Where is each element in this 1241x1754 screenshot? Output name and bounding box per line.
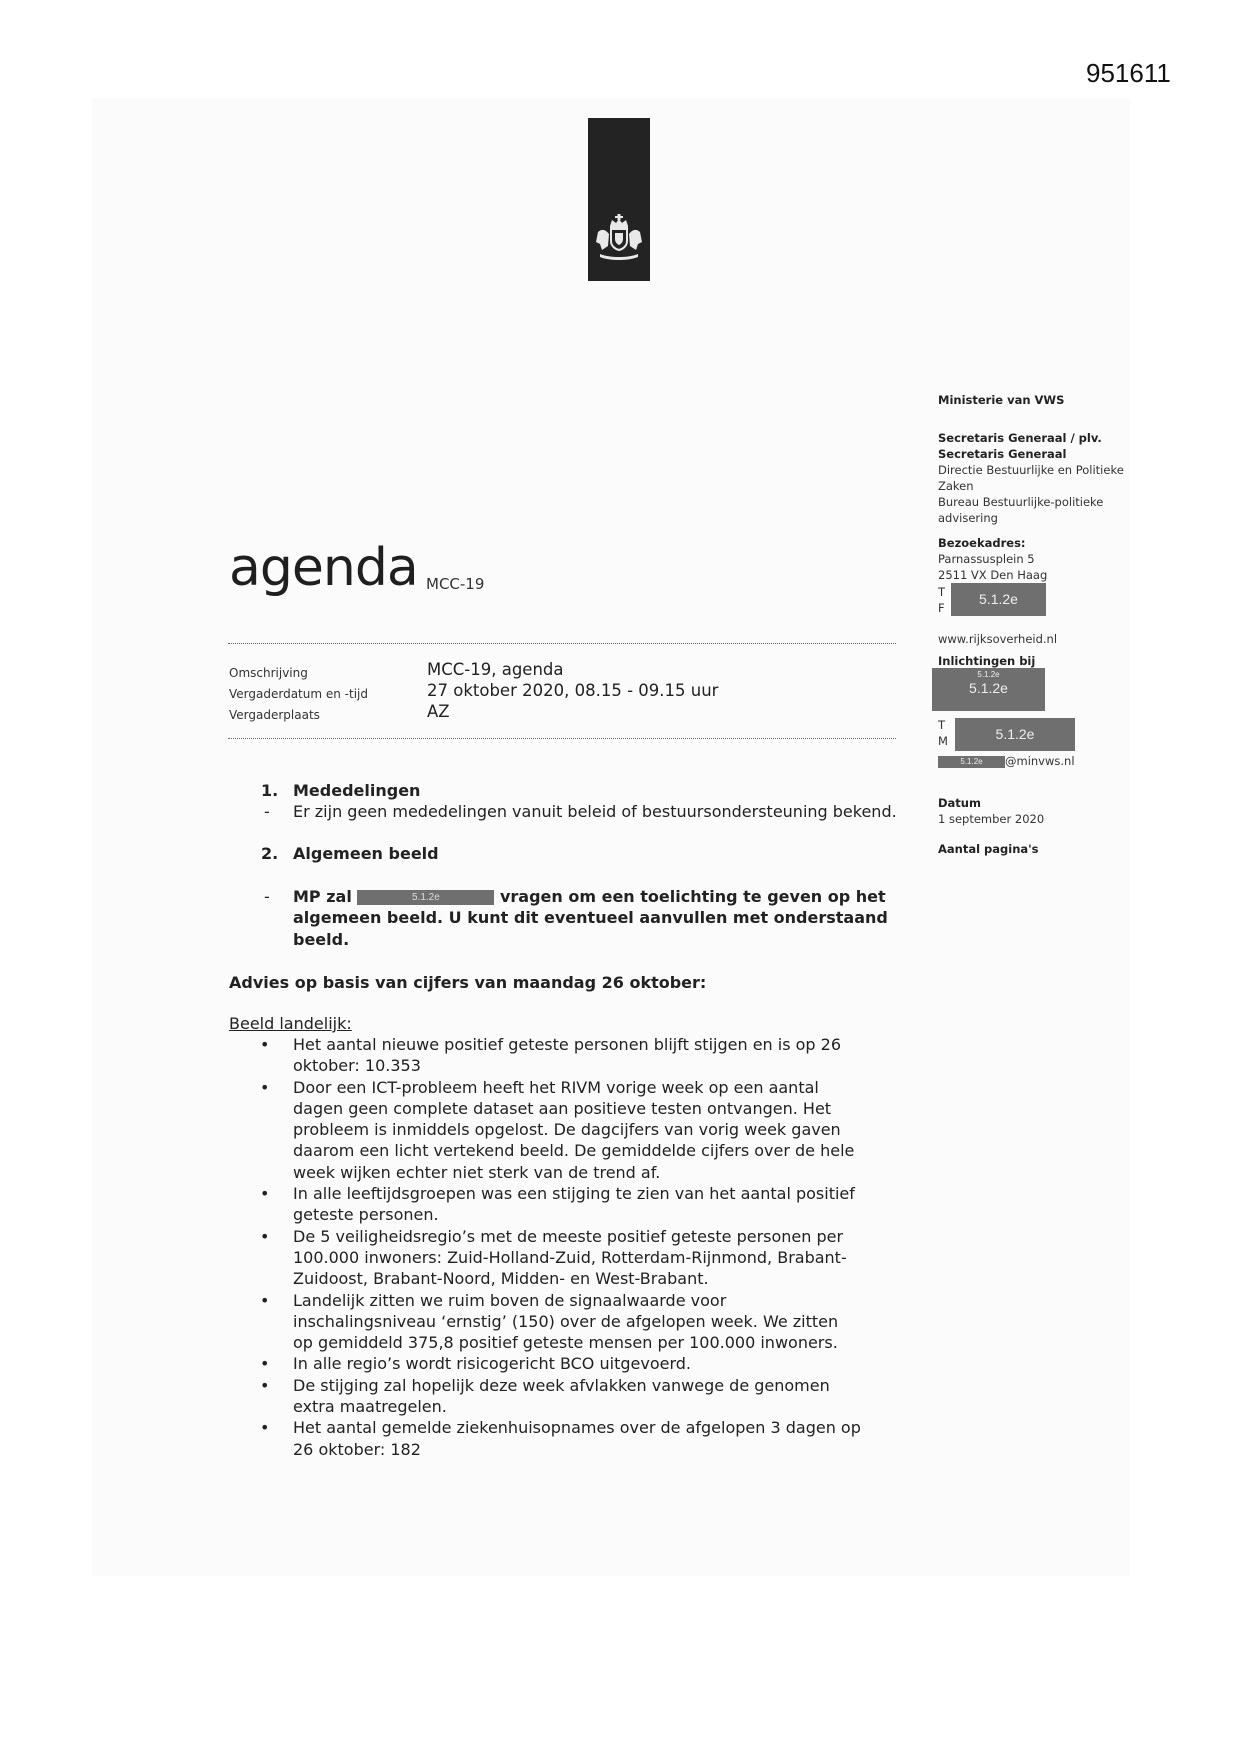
bureau-line-1: Bureau Bestuurlijke-politieke: [938, 495, 1104, 509]
email-domain: @minvws.nl: [1005, 754, 1075, 768]
redaction-label-small: 5.1.2e: [977, 670, 1000, 679]
bullet-item: • Het aantal gemelde ziekenhuisopnames over de afgelopen 3 dagen op 26 oktober: 182: [229, 1417, 863, 1460]
divider: [228, 643, 896, 644]
visit-address-label: Bezoekadres:: [938, 536, 1026, 550]
agenda-item-text: [293, 886, 923, 950]
page-subtitle: MCC-19: [426, 575, 485, 593]
document-number: 951611: [1086, 58, 1171, 88]
dash-marker: -: [264, 887, 270, 906]
redaction-box: 5.1.2e: [951, 583, 1046, 616]
royal-coat-of-arms-icon: [594, 214, 644, 262]
postcode-city: 2511 VX Den Haag: [938, 568, 1048, 582]
dash-marker: -: [264, 802, 270, 821]
rijksoverheid-logo: [588, 118, 650, 281]
agenda-item-text: Er zijn geen mededelingen vanuit beleid of bestuursondersteuning bekend.: [293, 802, 897, 821]
pages-label: Aantal pagina's: [938, 842, 1039, 856]
meta-label-datetime: Vergaderdatum en -tijd: [229, 687, 368, 701]
meta-label-description: Omschrijving: [229, 666, 308, 680]
department-block: [938, 430, 1138, 526]
fax-label: F: [938, 601, 945, 615]
meta-label-location: Vergaderplaats: [229, 708, 320, 722]
redaction-box: 5.1.2e: [357, 890, 494, 905]
divider: [228, 738, 896, 739]
bureau-line-2: advisering: [938, 511, 998, 525]
text-segment: vragen om een toelichting te geven op het: [499, 887, 886, 906]
bullet-item: • Het aantal nieuwe positief geteste personen blijft stijgen en is op 26 oktober: 10.353: [229, 1034, 863, 1077]
date-value: 1 september 2020: [938, 812, 1045, 826]
directorate-line-2: Zaken: [938, 479, 974, 493]
agenda-item-title: Mededelingen: [293, 781, 421, 800]
ministry-name: Ministerie van VWS: [938, 393, 1065, 407]
meta-value-location: AZ: [427, 702, 450, 721]
agenda-item-title: Algemeen beeld: [293, 844, 439, 863]
tm-redaction-wrap: [955, 718, 1075, 751]
date-label: Datum: [938, 796, 981, 810]
redaction-label: 5.1.2e: [969, 680, 1008, 696]
bullet-item: • De 5 veiligheidsregio’s met de meeste positief geteste personen per 100.000 inwoners: Zuid-Holland-Zuid, Rotterdam-Rijnmond, Brabant-Zuidoost, Brabant-Noord, Midden- en West-Brabant.: [229, 1226, 863, 1290]
advice-subheading: Beeld landelijk:: [229, 1014, 352, 1033]
bullet-item: • Landelijk zitten we ruim boven de signaalwaarde voor inschalingsniveau ‘ernstig’ (150) over de afgelopen week. We zitten op gemiddeld 375,8 positief geteste mensen per 100.000 inwoners.: [229, 1290, 863, 1354]
redaction-box: 5.1.2e: [938, 756, 1005, 768]
bullet-item: • Door een ICT-probleem heeft het RIVM vorige week op een aantal dagen geen complete dataset aan positieve testen ontvangen. Het probleem is inmiddels opgelost. De dagcijfers van vorig week gaven daarom een licht vertekend beeld. De gemiddelde cijfers over de hele week wijken echter niet sterk van de trend af.: [229, 1077, 863, 1183]
page-title: agenda: [229, 538, 418, 598]
agenda-item-number: 1.: [261, 781, 279, 800]
text-segment: algemeen beeld. U kunt dit eventueel aanvullen met onderstaand: [293, 908, 888, 928]
phone-redaction-wrap: [951, 583, 1046, 616]
sender-block: [938, 392, 1138, 408]
email-wrap: [938, 753, 1158, 769]
bullet-item: • In alle leeftijdsgroepen was een stijging te zien van het aantal positief geteste personen.: [229, 1183, 863, 1226]
advice-bullet-list: [229, 1034, 863, 1460]
text-segment: beeld.: [293, 929, 350, 949]
phone-label: T: [938, 718, 946, 732]
date-block: [938, 795, 1138, 827]
bullet-item: • In alle regio’s wordt risicogericht BCO uitgevoerd.: [229, 1353, 863, 1374]
street: Parnassusplein 5: [938, 552, 1035, 566]
phone-label: T: [938, 585, 946, 599]
text-segment: MP zal: [293, 887, 352, 906]
contact-label: Inlichtingen bij: [938, 654, 1036, 668]
meta-value-datetime: 27 oktober 2020, 08.15 - 09.15 uur: [427, 681, 719, 700]
pages-block: [938, 841, 1138, 857]
department-line-2: Secretaris Generaal: [938, 447, 1067, 461]
redaction-box: 5.1.2e: [955, 718, 1075, 751]
website-wrap: [938, 631, 1138, 647]
visit-address: [938, 535, 1138, 583]
directorate-line-1: Directie Bestuurlijke en Politieke: [938, 463, 1124, 477]
agenda-item-number: 2.: [261, 844, 279, 863]
bullet-item: • De stijging zal hopelijk deze week afvlakken vanwege de genomen extra maatregelen.: [229, 1375, 863, 1418]
contact-redaction-wrap: [932, 668, 1045, 711]
mobile-label: M: [938, 734, 948, 748]
department-line-1: Secretaris Generaal / plv.: [938, 431, 1102, 445]
advice-heading: Advies op basis van cijfers van maandag 26 oktober:: [229, 973, 707, 992]
website-link[interactable]: www.rijksoverheid.nl: [938, 632, 1058, 646]
meta-value-description: MCC-19, agenda: [427, 660, 564, 679]
redaction-box: [932, 668, 1045, 711]
contact-label-wrap: [938, 653, 1138, 669]
